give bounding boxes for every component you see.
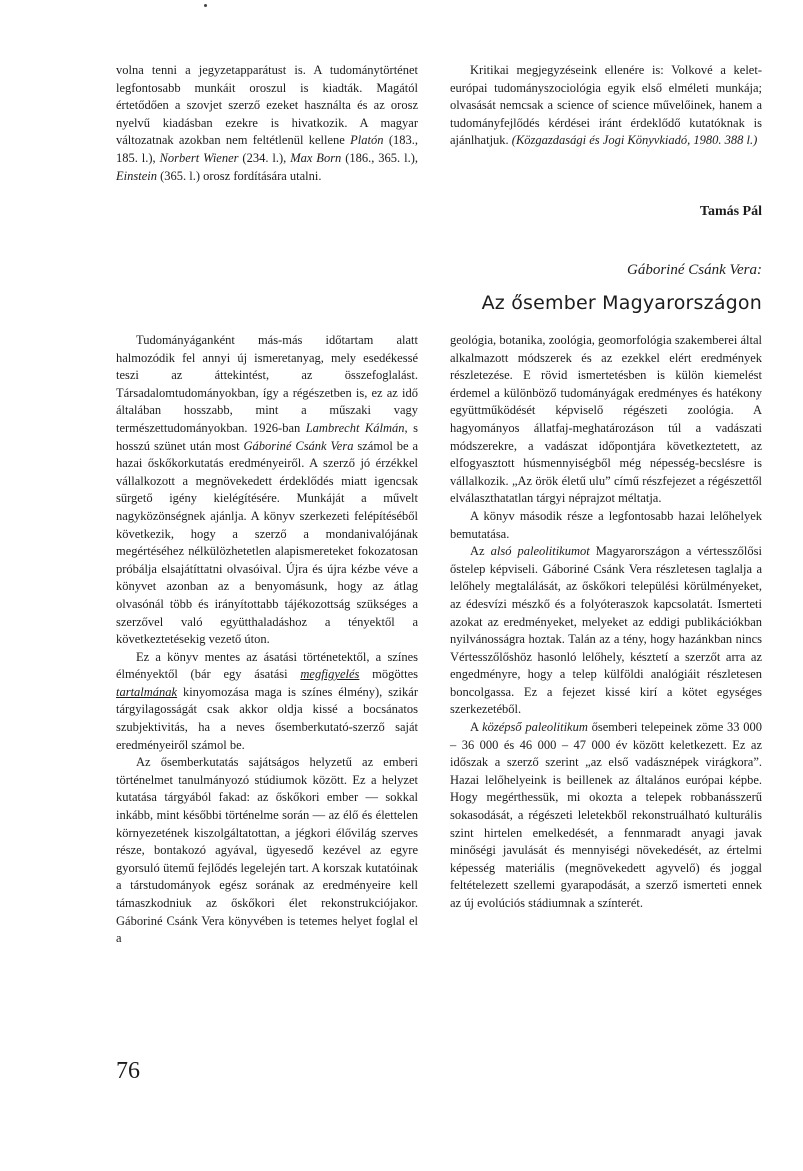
text: Ez a könyv mentes az ásatási történetektől, a színes élményektől (bár egy ásatási	[116, 649, 418, 682]
italic-name: Max Born	[290, 150, 342, 165]
paragraph	[450, 62, 762, 150]
text: Tudományáganként más-más időtartam alatt halmozódik fel annyi új ismeretanyag, mely esedékessé teszi az áttekintést, az összefoglalást. Társadalomtudományokban, így a régészetben is, ez az idő általában hosszabb, mint a műszaki vagy természettudományokban. 1926-ban	[116, 333, 418, 435]
text: (365. l.) orosz fordítására utalni.	[156, 168, 322, 183]
book-author: Gáboriné Csánk Vera:	[627, 262, 762, 278]
text: A	[470, 720, 483, 735]
paragraph	[450, 543, 762, 719]
paragraph	[116, 649, 418, 755]
italic-name: Gáboriné Csánk Vera	[243, 438, 354, 453]
text: , s hosszú szünet után most	[116, 420, 418, 453]
paragraph: geológia, botanika, zoológia, geomorfológia szakemberei által alkalmazott módszerek és az ezekkel elért eredmények részletezése. E rövid ismertetésben is külön kiemelést érdemel a különböző tudományágak eredményes és hatékony együttműködését képviselő régészeti zoológia. A hagyományos állatfaj-meghatározáson túl a vadászati módszerekre, a vadászat időpontjára következtetett, az elfogyasztott húsmennyiségből még népesség-becslésre is vállalkozik. „Az örök életű ulu” című részfejezet a régészettől elválaszthatatlan tárgyi néprajzot méltatja.	[450, 333, 762, 506]
text: Magyarországon a vértesszőlősi őstelep képviseli. Gáboriné Csánk Vera részletesen taglalja a lelőhely megtalálását, az őskőkori települési körülményeket, az édesvízi mészkő és a folyóteraszok kapcsolatát. Ismerteti azokat az eredményeket, melyeket az eddigi publikációkban nyilvánosságra hoztak. Talán az a tény, hogy hazánkban nincs Vértesszőlőshöz hasonló lelőhely, késztetí a szerzőt arra az engedményre, hogy a telep külföldi analógiáit részletesen boncolgassa. Ez a fejezet kissé kirí a kötet egységes szerkezetéből.	[450, 544, 762, 717]
previous-review-ending-right	[450, 62, 762, 150]
book-title: Az ősember Magyarországon	[481, 292, 762, 314]
paragraph	[116, 332, 418, 649]
paragraph	[450, 719, 762, 913]
review-author: Tamás Pál	[699, 204, 762, 219]
text: kinyomozása maga is színes élmény), szikár tárgyilagosságát csak akkor oldja kissé a bocsánatos szubjektivitás, ha a neves ősemberkutató-szerző saját eredményeiről számol be.	[116, 684, 418, 752]
paragraph: A könyv második része a legfontosabb hazai lelőhelyek bemutatása.	[450, 508, 762, 541]
text: (234. l.),	[238, 150, 291, 165]
review-column-left	[116, 332, 418, 948]
text: számol be a hazai őskőkorkutatás eredményeiről. A szerző jó érzékkel vállalkozott a megnövekedett érdeklődés miatt igencsak sürgető igény kielégítésére. Munkáját a művelt nagyközönségnek ajánlja. A könyv szerkezeti felépítéséből következik, hogy a szerző a mondanivalójának megértéséhez nélkülözhetetlen alapismereteket fokozatosan próbálja elsajátíttatni olvasóival. Újra és újra kézbe véve a könyvet azonban az a benyomásunk, hogy az átlag olvasónál több és irányítottabb tájékozottság szükséges a szerzővel való együtthaladáshoz a tényektől a következtetésekig vezető úton.	[116, 438, 418, 647]
previous-review-ending-left	[116, 62, 418, 185]
text: Kritikai megjegyzéseink ellenére is: Volkové a kelet-európai tudományszociológia egyik első elméleti munkája; olvasását nemcsak a science of science művelőinek, hanem a tudományfejlődés kérdései iránt érdeklődő kutatóknak is ajánlhatjuk.	[450, 63, 762, 148]
publication-info: (Közgazdasági és Jogi Könyvkiadó, 1980. 388 l.)	[511, 133, 758, 148]
text: (183., 185. l.),	[116, 133, 418, 165]
italic-name: Platón	[350, 133, 384, 148]
text: volna tenni a jegyzetapparátust is. A tudománytörténet legfontosabb munkáit oroszul is kiadták. Magától értetődően a szovjet szerző ezeket használta és az orosz nyelvű kiadásban ezekre is hivatkozik. A magyar változatnak azokban nem feltétlenül kellene	[116, 63, 418, 148]
italic-name: Lambrecht Kálmán	[305, 420, 405, 435]
page-number: 76	[116, 1058, 140, 1084]
italic-term: középső paleolitikum	[482, 720, 588, 735]
review-column-right	[450, 332, 762, 913]
italic-name: Norbert Wiener	[159, 150, 239, 165]
italic-term: megfigyelés	[300, 667, 360, 682]
paragraph	[116, 62, 418, 185]
italic-term: alsó paleolitikumot	[490, 544, 590, 559]
text: Az	[470, 544, 491, 559]
text: ősemberi telepeinek zöme 33 000 – 36 000 és 46 000 – 47 000 év között keletkezett. Ez az időszak a szerző szerint „az első vadásznépek virágkora”. Hazai lelőhelyeink is beillenek az általános európai képbe. Hogy megérthessük, mi okozta a telepek robbanásszerű sokasodását, a régészeti leletekből rekonstruálható kulturális szint hirtelen emelkedését, a fennmaradt anyagi javak minőségi javulását és mennyiségi növekedését, az értelmi képesség materiális (megnövekedett agyvelő) és joggal feltételezett szellemi gyarapodását, a szerző ismerteti ennek az új evolúciós stádiumnak a színterét.	[450, 720, 763, 910]
text: (186., 365. l.),	[341, 150, 418, 165]
page-speck	[204, 4, 207, 7]
text: mögöttes	[359, 667, 418, 682]
paragraph: Az ősemberkutatás sajátságos helyzetű az emberi történelmet tanulmányozó stúdiumok között. Ez a helyzet kutatása tárgyából fakad: az őskőkori ember — sokkal inkább, mint későbbi történelme során — az élő és élettelen környezetének kiszolgáltatottan, a jégkori élővilág szerves része, bontakozó agyával, ügyesedő kezével az egyre gyorsuló ütemű fejlődés legelején tart. A korszak kutatóinak a társtudományok egész sorának az eredményeire kell támaszkodniuk az őskőkori élet rekonstrukciójakor. Gáboriné Csánk Vera könyvében is tetemes helyet foglal el a	[116, 755, 418, 946]
italic-term: tartalmának	[116, 684, 178, 699]
italic-name: Einstein	[116, 168, 157, 183]
